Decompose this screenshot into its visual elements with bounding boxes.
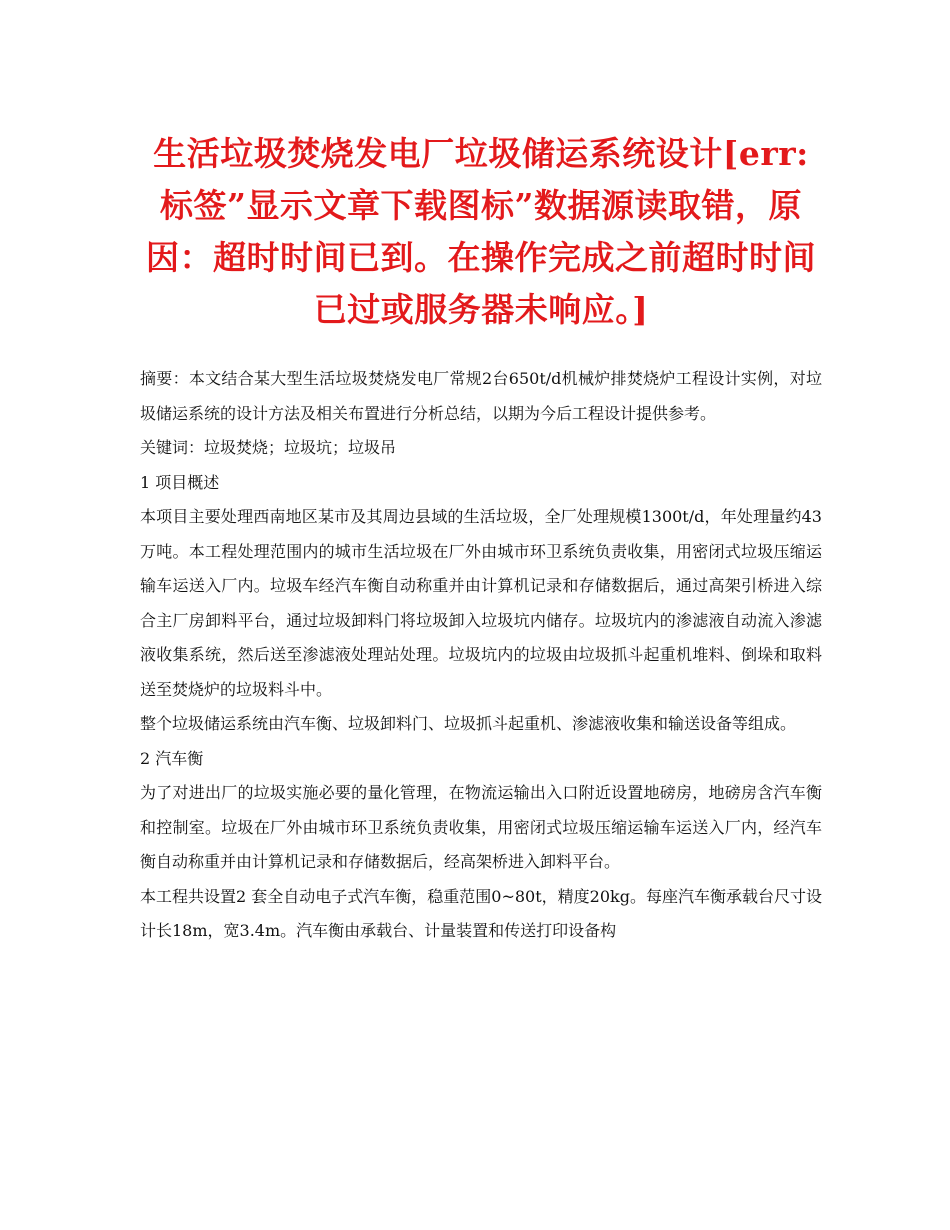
body-paragraph: 整个垃圾储运系统由汽车衡、垃圾卸料门、垃圾抓斗起重机、渗滤液收集和输送设备等组成。 bbox=[140, 714, 797, 733]
document-body bbox=[140, 362, 822, 949]
abstract-paragraph: 摘要：本文结合某大型生活垃圾焚烧发电厂常规2台650t/d机械炉排焚烧炉工程设计实例，对垃圾储运系统的设计方法及相关布置进行分析总结，以期为今后工程设计提供参考。 bbox=[140, 369, 822, 423]
keywords-line: 关键词：垃圾焚烧；垃圾坑；垃圾吊 bbox=[140, 438, 397, 457]
section-heading: 2 汽车衡 bbox=[140, 748, 204, 768]
section-heading: 1 项目概述 bbox=[140, 472, 220, 492]
body-paragraph: 本项目主要处理西南地区某市及其周边县域的生活垃圾，全厂处理规模1300t/d，年处理量约43万吨。本工程处理范围内的城市生活垃圾在厂外由城市环卫系统负责收集，用密闭式垃圾压缩运输车运送入厂内。垃圾车经汽车衡自动称重并由计算机记录和存储数据后，通过高架引桥进入综合主厂房卸料平台，通过垃圾卸料门将垃圾卸入垃圾坑内储存。垃圾坑内的渗滤液自动流入渗滤液收集系统，然后送至渗滤液处理站处理。垃圾坑内的垃圾由垃圾抓斗起重机堆料、倒垛和取料送至焚烧炉的垃圾料斗中。 bbox=[140, 507, 822, 699]
document-title: 生活垃圾焚烧发电厂垃圾储运系统设计[err:标签”显示文章下载图标”数据源读取错，原因：超时时间已到。在操作完成之前超时时间已过或服务器未响应。] bbox=[146, 134, 816, 329]
body-paragraph: 为了对进出厂的垃圾实施必要的量化管理，在物流运输出入口附近设置地磅房，地磅房含汽车衡和控制室。垃圾在厂外由城市环卫系统负责收集，用密闭式垃圾压缩运输车运送入厂内，经汽车衡自动称重并由计算机记录和存储数据后，经高架桥进入卸料平台。 bbox=[140, 783, 822, 871]
body-paragraph: 本工程共设置2 套全自动电子式汽车衡，稳重范围0~80t，精度20kg。每座汽车衡承载台尺寸设计长18m，宽3.4m。汽车衡由承载台、计量装置和传送打印设备构 bbox=[140, 886, 822, 940]
